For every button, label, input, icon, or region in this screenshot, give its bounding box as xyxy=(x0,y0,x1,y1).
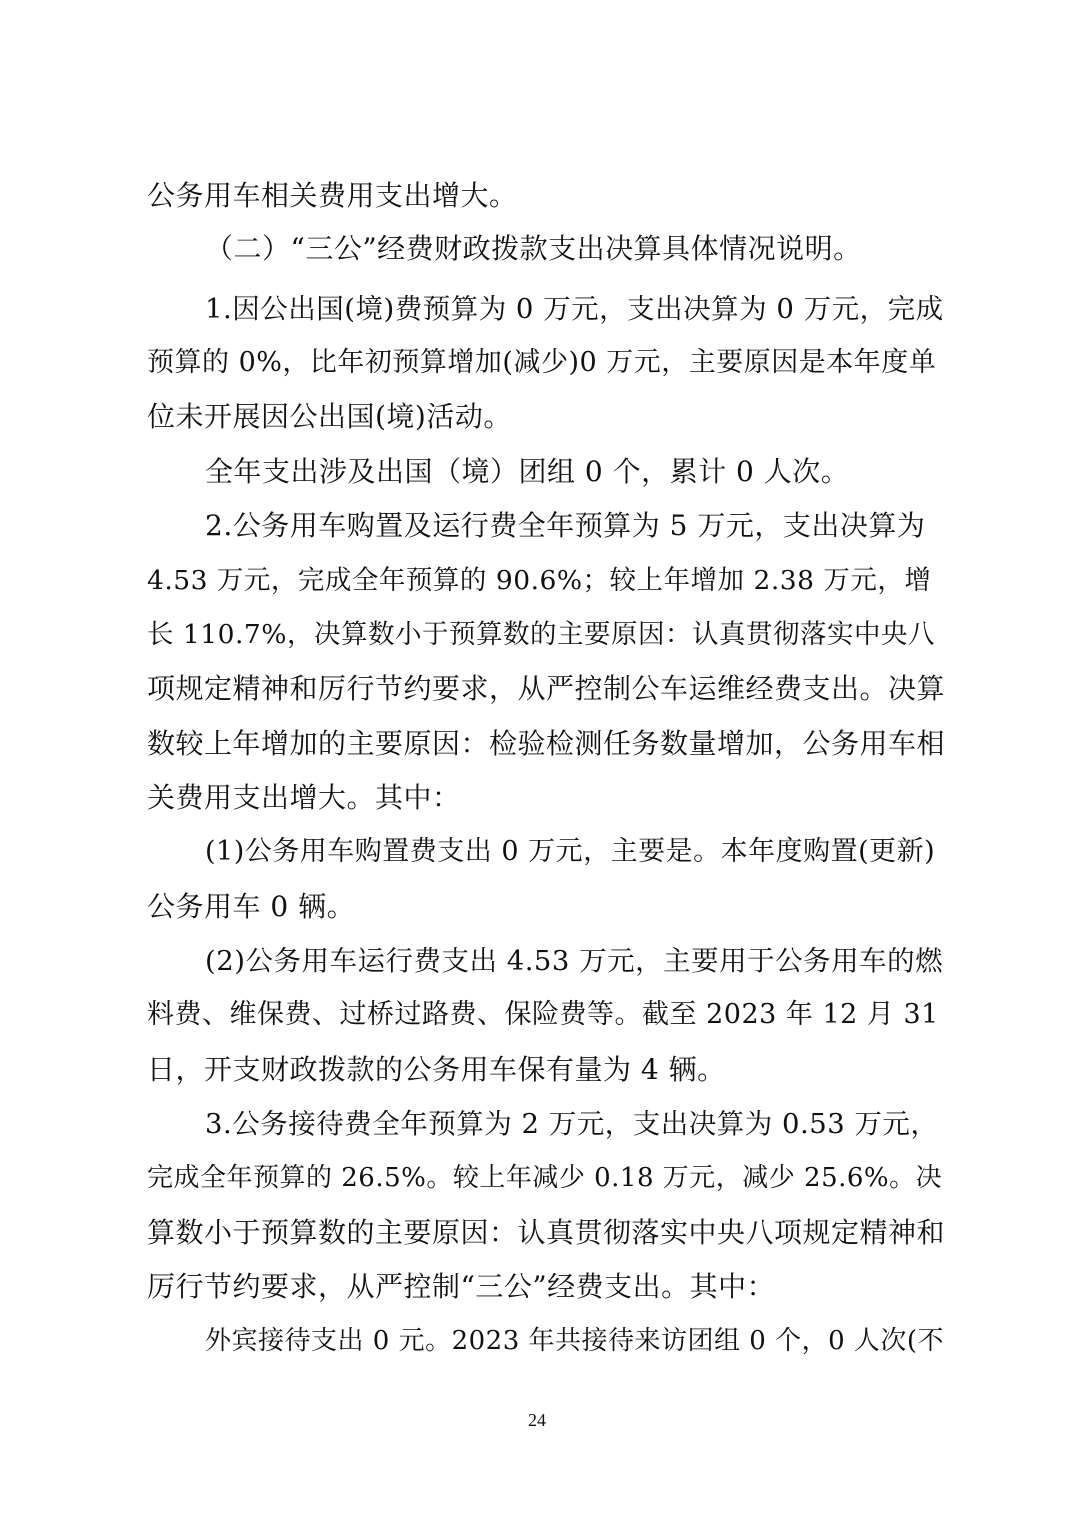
paragraph-first-line: (2)公务用车运行费支出 4.53 万元，主要用于公务用车的燃 xyxy=(205,945,944,977)
body-text-line: 公务用车相关费用支出增大。 xyxy=(147,179,518,212)
body-text-line: 公务用车 0 辆。 xyxy=(147,890,356,923)
paragraph-first-line: 1.因公出国(境)费预算为 0 万元，支出决算为 0 万元，完成 xyxy=(205,293,944,325)
body-text-line: 关费用支出增大。其中： xyxy=(147,781,461,814)
body-text-line: 算数小于预算数的主要原因：认真贯彻落实中央八项规定精神和 xyxy=(147,1216,946,1249)
paragraph-first-line: 3.公务接待费全年预算为 2 万元，支出决算为 0.53 万元， xyxy=(205,1108,939,1140)
paragraph-first-line: 2.公务用车购置及运行费全年预算为 5 万元，支出决算为 xyxy=(205,509,926,542)
body-text-line: 日，开支财政拨款的公务用车保有量为 4 辆。 xyxy=(147,1053,726,1086)
paragraph-first-line: (1)公务用车购置费支出 0 万元，主要是。本年度购置(更新) xyxy=(205,836,936,867)
body-text-line: 完成全年预算的 26.5%。较上年减少 0.18 万元，减少 25.6%。决 xyxy=(147,1163,943,1193)
body-text-line: 预算的 0%，比年初预算增加(减少)0 万元，主要原因是本年度单 xyxy=(147,347,937,378)
body-text-line: 项规定精神和厉行节约要求，从严控制公车运维经费支出。决算 xyxy=(147,672,946,705)
body-text-line: 数较上年增加的主要原因：检验检测任务数量增加，公务用车相 xyxy=(147,727,946,760)
page-number: 24 xyxy=(528,1410,546,1430)
body-text-line: 长 110.7%，决算数小于预算数的主要原因：认真贯彻落实中央八 xyxy=(147,619,935,650)
body-text-line: 厉行节约要求，从严控制“三公”经费支出。其中： xyxy=(147,1270,776,1303)
body-text-line: 位未开展因公出国(境)活动。 xyxy=(147,400,512,433)
body-text-line: 料费、维保费、过桥过路费、保险费等。截至 2023 年 12 月 31 xyxy=(147,999,939,1030)
section-heading: （二）“三公”经费财政拨款支出决算具体情况说明。 xyxy=(205,232,862,265)
body-text-line: 4.53 万元，完成全年预算的 90.6%；较上年增加 2.38 万元，增 xyxy=(147,565,932,596)
paragraph-first-line: 全年支出涉及出国（境）团组 0 个，累计 0 人次。 xyxy=(205,455,850,488)
paragraph-first-line: 外宾接待支出 0 元。2023 年共接待来访团组 0 个，0 人次(不 xyxy=(205,1326,945,1356)
